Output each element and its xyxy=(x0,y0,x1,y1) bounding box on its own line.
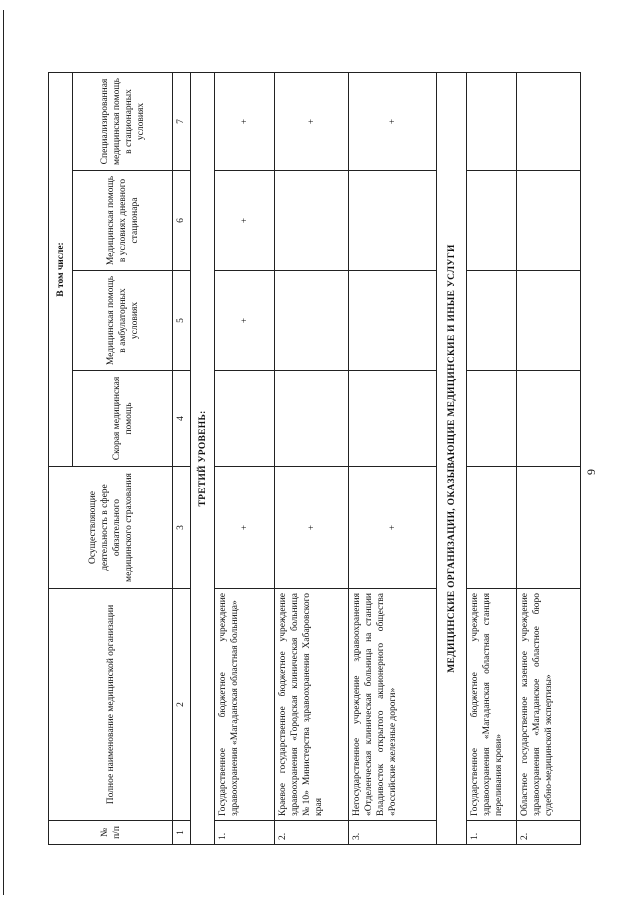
column-number: 4 xyxy=(173,371,191,467)
header-row-1 xyxy=(49,73,73,845)
emergency-mark xyxy=(275,371,349,467)
day-hospital-mark xyxy=(349,171,437,271)
specialized-mark: + xyxy=(349,73,437,171)
specialized-mark xyxy=(467,73,517,171)
section-title-other-services: МЕДИЦИНСКИЕ ОРГАНИЗАЦИИ, ОКАЗЫВАЮЩИЕ МЕДИЦИНСКИЕ И ИНЫЕ УСЛУГИ xyxy=(437,73,467,845)
table-row xyxy=(467,73,517,845)
row-num: 3. xyxy=(349,821,437,845)
column-number: 1 xyxy=(173,821,191,845)
organization-name: Государственное бюджетное учреждение здравоохранения «Магаданская областная больница» xyxy=(215,589,275,821)
column-number: 3 xyxy=(173,467,191,589)
specialized-mark xyxy=(517,73,581,171)
organization-name: Негосударственное учреждение здравоохранения «Отделенческая клиническая больница на станции Владивосток открытого акционерного общества «Российские железные дороги» xyxy=(349,589,437,821)
medical-organizations-table xyxy=(48,72,581,845)
ambulatory-mark xyxy=(349,271,437,371)
section-row xyxy=(191,73,215,845)
page-number: 9 xyxy=(584,469,598,475)
table-row xyxy=(517,73,581,845)
column-number: 7 xyxy=(173,73,191,171)
row-num: 2. xyxy=(275,821,349,845)
header-in-that: В том числе: xyxy=(49,73,73,467)
header-name: Полное наименование медицинской организации xyxy=(49,589,173,821)
specialized-mark: + xyxy=(215,73,275,171)
organization-name: Краевое государственное бюджетное учреждение здравоохранения «Городская клиническая больница №10» Министерства здравоохранения Хабаровского края xyxy=(275,589,349,821)
day-hospital-mark: + xyxy=(215,171,275,271)
header-ambulatory: Медицинская помощь в амбулаторных условиях xyxy=(73,271,173,371)
bottom-rule xyxy=(3,10,4,895)
column-numbers-row xyxy=(173,73,191,845)
header-day-hospital: Медицинская помощь в условиях дневного стационара xyxy=(73,171,173,271)
column-number: 6 xyxy=(173,171,191,271)
ambulatory-mark: + xyxy=(215,271,275,371)
emergency-mark xyxy=(349,371,437,467)
table-row xyxy=(215,73,275,845)
header-num: № п/п xyxy=(49,821,173,845)
emergency-mark xyxy=(517,371,581,467)
oms-mark xyxy=(467,467,517,589)
table-row xyxy=(349,73,437,845)
emergency-mark xyxy=(215,371,275,467)
day-hospital-mark xyxy=(275,171,349,271)
ambulatory-mark xyxy=(275,271,349,371)
header-emergency: Скорая медицинская помощь xyxy=(73,371,173,467)
ambulatory-mark xyxy=(467,271,517,371)
header-specialized: Специализированная медицинская помощь в стационарных условиях xyxy=(73,73,173,171)
oms-mark: + xyxy=(349,467,437,589)
table-row xyxy=(275,73,349,845)
oms-mark: + xyxy=(275,467,349,589)
row-num: 2. xyxy=(517,821,581,845)
row-num: 1. xyxy=(215,821,275,845)
section-title-third-level: ТРЕТИЙ УРОВЕНЬ: xyxy=(191,73,215,845)
organization-name: Государственное бюджетное учреждение здравоохранения «Магаданская областная станция переливания крови» xyxy=(467,589,517,821)
ambulatory-mark xyxy=(517,271,581,371)
oms-mark xyxy=(517,467,581,589)
organization-name: Областное государственное казенное учреждение здравоохранения «Магаданское областное бюро судебно-медицинской экспертизы» xyxy=(517,589,581,821)
section-row xyxy=(437,73,467,845)
column-number: 5 xyxy=(173,271,191,371)
day-hospital-mark xyxy=(467,171,517,271)
emergency-mark xyxy=(467,371,517,467)
oms-mark: + xyxy=(215,467,275,589)
row-num: 1. xyxy=(467,821,517,845)
day-hospital-mark xyxy=(517,171,581,271)
header-oms: Осуществляющие деятельность в сфере обязательного медицинского страхования xyxy=(49,467,173,589)
column-number: 2 xyxy=(173,589,191,821)
specialized-mark: + xyxy=(275,73,349,171)
